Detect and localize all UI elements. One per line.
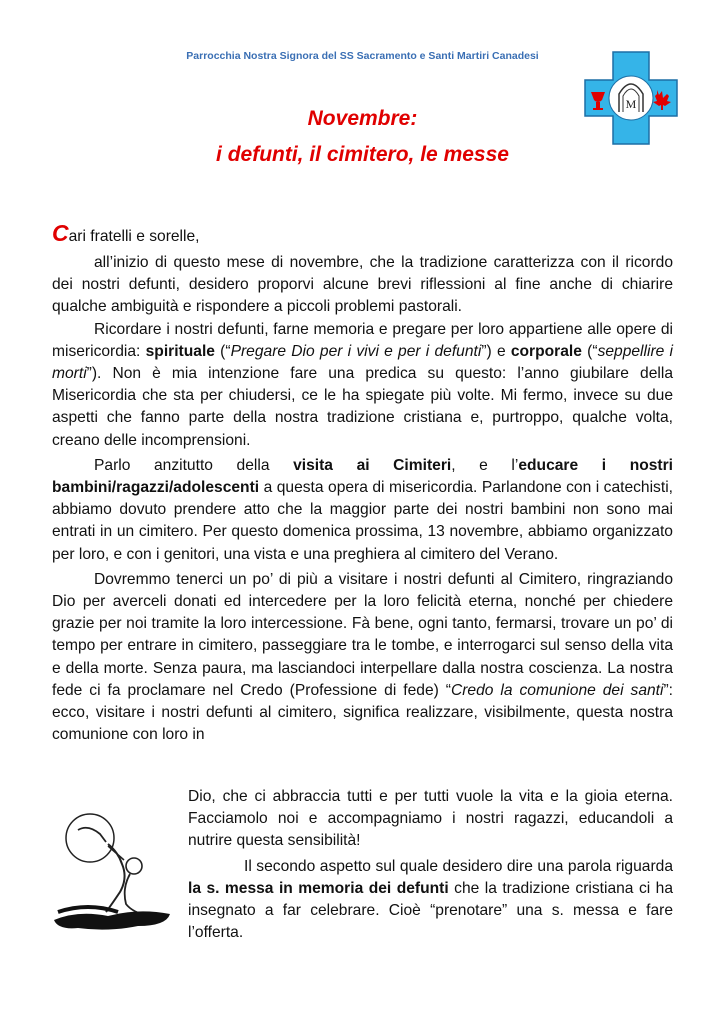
page-title-line2: i defunti, il cimitero, le messe: [216, 143, 509, 166]
paragraph-2: Ricordare i nostri defunti, farne memoria e pregare per loro appartiene alle opere di misericordia: spirituale (“Pregare Dio per i vivi e per i defunti”) e corporale (“seppellire i morti”). Non è mia intenzione fare una predica su questo: l’anno giubilare della Misericordia che sta per chiudersi, ce le ha spiegate più volte. Mi fermo, invece su due aspetti che fanno parte della nostra tradizione cristiana e, purtroppo, qualche volta, creano delle incomprensioni.: [52, 320, 674, 449]
figure-illustration: [48, 808, 180, 938]
paragraph-5: Il secondo aspetto sul quale desidero dire una parola riguarda la s. messa in memoria dei defunti che la tradizione cristiana ci ha insegnato a far celebrare. Cioè “prenotare” una s. messa e fare l’offerta.: [188, 857, 674, 942]
paragraph-3: Parlo anzitutto della visita ai Cimiteri, e l’educare i nostri bambini/ragazzi/adolescenti a questa opera di misericordia. Parlandone con i catechisti, abbiamo dovuto prendere atto che la maggior parte dei nostri bambini non sono mai entrati in un cimitero. Per questo domenica prossima, 13 novembre, abbiamo organizzato per loro, e con i genitori, una vista e una preghiera al cimitero del Verano.: [52, 456, 674, 563]
parish-logo: [583, 50, 679, 146]
letter-body: [52, 252, 673, 746]
paragraph-1: all’inizio di questo mese di novembre, che la tradizione caratterizza con il ricordo dei nostri defunti, desidero proporvi alcune brevi riflessioni al fine anche di chiarire qualche ambiguità e rispondere a piccoli problemi pastorali.: [52, 254, 673, 316]
salutation-text: ari fratelli e sorelle,: [68, 228, 200, 245]
dropcap: C: [52, 220, 69, 246]
side-paragraph: [188, 786, 673, 944]
paragraph-4-continued: Dio, che ci abbraccia tutti e per tutti vuole la vita e la gioia eterna. Facciamolo noi e accompagniamo i nostri ragazzi, educandoli a nutrire questa sensibilità!: [188, 788, 673, 850]
paragraph-4: Dovremmo tenerci un po’ di più a visitare i nostri defunti al Cimitero, ringraziando Dio per averceli donati ed intercedere per la loro felicità eterna, nonché per chiedere grazie per noi tramite la loro intercessione. Fà bene, ogni tanto, fermarsi, trovare un po’ di tempo per entrare in cimitero, passeggiare tra le tombe, e interrogarci sul senso della vita e della morte. Senza paura, ma lasciandoci interpellare dalla nostra coscienza. La nostra fede ci fa proclamare nel Credo (Professione di fede) “Credo la comunione dei santi”: ecco, visitare i nostri defunti al cimitero, significa realizzare, visibilmente, questa nostra comunione con loro in: [52, 570, 673, 744]
parish-header: Parrocchia Nostra Signora del SS Sacramento e Santi Martiri Canadesi: [186, 50, 539, 62]
logo-letter: M: [625, 97, 637, 111]
page-title-line1: Novembre:: [307, 107, 418, 130]
salutation: [52, 220, 200, 247]
